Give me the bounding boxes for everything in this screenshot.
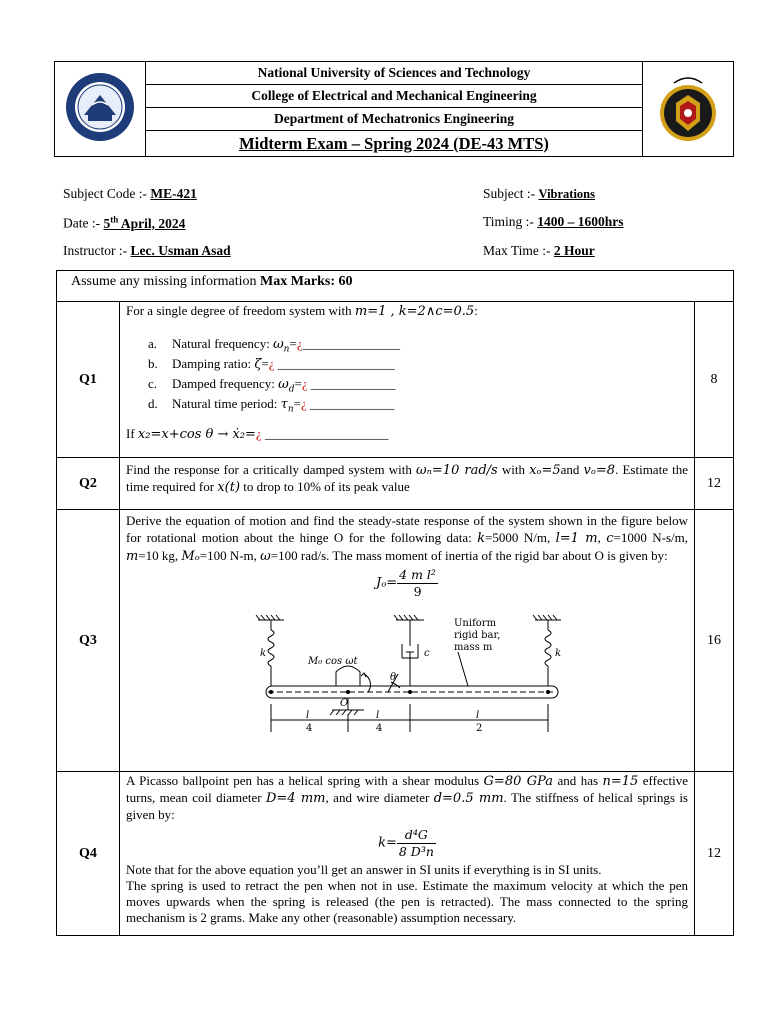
q4-task: The spring is used to retract the pen when not in use. Estimate the maximum velocity at which the pen moves upwards when the spring is released (the pen is retracted). The mass connected to the spring mechanism is 2 grams. Make any other (reasonable) assumption necessary. (126, 878, 688, 925)
nust-logo-cell (55, 62, 146, 157)
question-label: Q4 (57, 772, 120, 936)
fig-k-left: k (260, 648, 267, 659)
subject-code: ME-421 (150, 186, 197, 201)
option-item: d. Natural time period: $\tau_n=¿$ _____________ (148, 396, 395, 415)
fig-dim1-num: l (306, 710, 310, 721)
inertia-formula: Jₒ= $\frac{\text{4 m l²}}{9}$ (376, 567, 436, 599)
college-logo-cell (643, 62, 734, 157)
fig-uniform-l1: Uniform (454, 618, 497, 629)
option-item: a. Natural frequency: $\omega_n=¿\_\_\_\_\_\_\_\_\_\_\_\_\_\_\_$ (148, 336, 401, 355)
exam-date: 5th April, 2024 (103, 214, 186, 231)
fig-dim3-num: l (476, 710, 480, 721)
rigid-bar-figure (248, 614, 568, 739)
fig-dim3-den: 2 (476, 723, 483, 734)
max-time-line: Max Time :- 2 Hour (483, 243, 595, 258)
exam-header (54, 61, 734, 157)
fig-dim2-num: l (376, 710, 380, 721)
date-line: Date :- 5th April, 2024 (63, 214, 186, 231)
college-emblem (656, 69, 720, 145)
question-body: For a single degree of freedom system with m=1 , k=2∧c=0.5: a. Natural frequency: $\omega_n=¿\_\_\_\_\_\_\_\_\_\_\_\_\_\_\_$ b. Damping ratio: ζ=¿ __________________ c. Damped frequency: $\omega_d=¿$ _____________ d. Natural time period: $\tau_n=¿$ _____________ If x₂=x+cos θ → ẋ₂=¿ ___________________ (120, 302, 695, 458)
fig-dim2-den: 4 (376, 723, 383, 734)
question-body: Find the response for a critically damped system with ωₙ=10 rad/s with xₒ=5and vₒ=8. Estimate the time required for x(t) to drop to 10% of its peak value (120, 458, 695, 510)
timing: 1400 – 1600hrs (537, 214, 624, 229)
subject-name: Vibrations (538, 187, 595, 201)
question-body: A Picasso ballpoint pen has a helical spring with a shear modulus G=80 GPa and has n=15 effective turns, mean coil diameter D=4 mm, and wire diameter d=0.5 mm. The stiffness of helical springs is given by: k= $\frac{\text{d⁴G}}{\text{8 D³n}}$ Note that for the above equation you’ll get an answer in SI units if everything is in SI units. The spring is used to retract the pen when not in use. Estimate the maximum velocity at which the pen moves upwards when the spring is released (the pen is retracted). The mass connected to the spring mechanism is 2 grams. Make any other (reasonable) assumption necessary. (120, 772, 695, 936)
max-marks: Max Marks: 60 (260, 274, 353, 289)
exam-title: Midterm Exam – Spring 2024 (DE-43 MTS) (146, 131, 643, 157)
q1-options (148, 334, 688, 414)
question-row-q4 (57, 772, 734, 936)
stiffness-formula: k= $\frac{\text{d⁴G}}{\text{8 D³n}}$ (378, 827, 434, 859)
question-label: Q1 (57, 302, 120, 458)
fig-hinge-label: O (340, 698, 349, 709)
question-row-q3 (57, 510, 734, 772)
fig-c-label: c (424, 648, 430, 659)
nust-logo (64, 71, 136, 143)
question-marks: 12 (695, 458, 734, 510)
question-label: Q3 (57, 510, 120, 772)
max-time: 2 Hour (553, 243, 595, 258)
option-item: c. Damped frequency: $\omega_d=¿$ _____________ (148, 376, 396, 395)
q4-note: Note that for the above equation you’ll get an answer in SI units if everything is in SI units. (126, 862, 602, 877)
fig-uniform-l2: rigid bar, (454, 630, 501, 641)
subject-code-line: Subject Code :- ME-421 (63, 186, 197, 201)
option-item: b. Damping ratio: ζ=¿ __________________ (148, 356, 395, 372)
fig-moment-label: M₀ cos ωt (308, 656, 358, 667)
department-name: Department of Mechatronics Engineering (146, 108, 643, 131)
question-row-q2 (57, 458, 734, 510)
fig-k-right: k (555, 648, 562, 659)
instructor-name: Lec. Usman Asad (130, 243, 231, 258)
questions-table (56, 270, 734, 936)
college-name: College of Electrical and Mechanical Engineering (146, 85, 643, 108)
fig-dim1-den: 4 (306, 723, 313, 734)
timing-line: Timing :- 1400 – 1600hrs (483, 214, 624, 229)
question-marks: 16 (695, 510, 734, 772)
fig-uniform-l3: mass m (454, 642, 493, 653)
assume-row: Assume any missing information Max Marks: 60 (57, 271, 734, 302)
university-name: National University of Sciences and Technology (146, 62, 643, 85)
subject-line: Subject :- Vibrations (483, 186, 595, 201)
question-marks: 8 (695, 302, 734, 458)
instructor-line: Instructor :- Lec. Usman Asad (63, 243, 231, 258)
question-marks: 12 (695, 772, 734, 936)
question-body: Derive the equation of motion and find the steady-state response of the system shown in the figure below for rotational motion about the hinge O for the following data: k=5000 N/m, l=1 m, c=1000 N-s/m, m=10 kg, Mₒ=100 N-m, ω=100 rad/s. The mass moment of inertia of the rigid bar about O is given by: Jₒ= $\frac{\text{4 m l²}}{9}$ k k c M₀ cos ωt θ O Uniform rigid bar, mass m l 4 l 4 l 2 (120, 510, 695, 772)
fig-theta: θ (390, 672, 397, 683)
question-label: Q2 (57, 458, 120, 510)
question-row-q1 (57, 302, 734, 458)
